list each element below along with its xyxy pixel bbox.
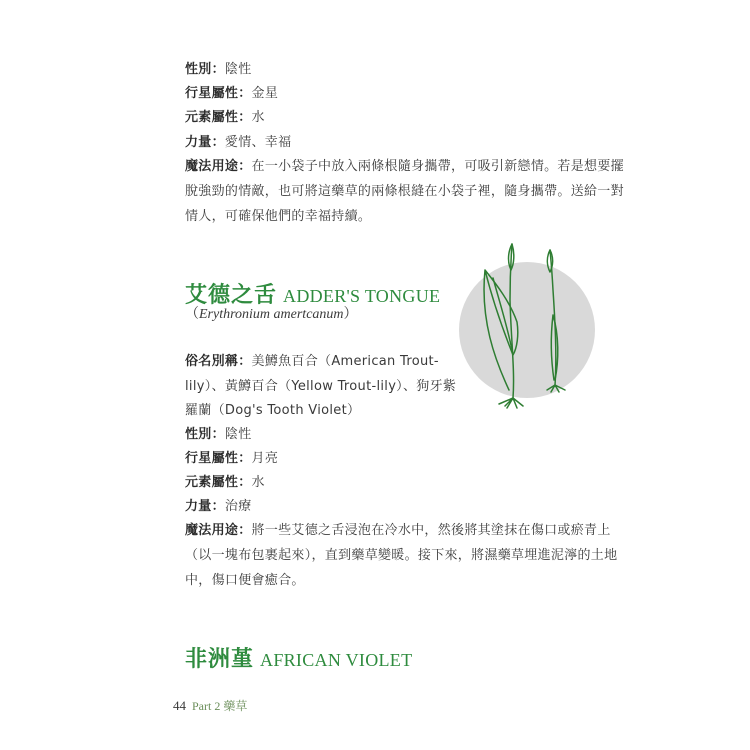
entry1-magical-uses: 魔法用途：在一小袋子中放入兩條根隨身攜帶，可吸引新戀情。若是想要擺	[185, 159, 624, 174]
entry2-gender: 性別：陰性	[185, 427, 252, 442]
entry2-common-names-line3: 羅蘭（Dog's Tooth Violet）	[185, 403, 361, 418]
entry2-scientific-name: （Erythronium amertcanum）	[185, 307, 358, 322]
entry2-magical-uses-line2: （以一塊布包裹起來），直到藥草變暖。接下來，將濕藥草埋進泥濘的土地	[185, 548, 618, 563]
entry3-title	[185, 642, 412, 673]
entry1-magical-uses-line2: 脫強勁的情敵，也可將這藥草的兩條根縫在小袋子裡，隨身攜帶。送給一對	[185, 184, 624, 199]
entry1-gender: 性別：陰性	[185, 62, 252, 77]
entry2-title-en: ADDER'S TONGUE	[283, 286, 441, 306]
entry1-magical-uses-line3: 情人，可確保他們的幸福持續。	[185, 209, 372, 224]
page-footer	[173, 697, 247, 714]
entry2-common-names-line2: lily）、黃鱒百合（Yellow Trout-lily）、狗牙紫	[185, 379, 457, 394]
entry1-element: 元素屬性：水	[185, 110, 265, 125]
entry2-powers: 力量：治療	[185, 499, 252, 514]
entry2-magical-uses: 魔法用途：將一些艾德之舌浸泡在冷水中，然後將其塗抹在傷口或瘀青上	[185, 523, 611, 538]
entry3-title-en: AFRICAN VIOLET	[260, 650, 413, 670]
entry3-title-zh: 非洲堇	[185, 646, 255, 672]
part-label: Part 2 藥草	[192, 699, 248, 713]
adders-tongue-illustration	[455, 240, 605, 410]
entry1-planet: 行星屬性：金星	[185, 86, 279, 101]
entry1-powers: 力量：愛情、幸福	[185, 135, 292, 150]
illustration-circle	[459, 262, 595, 398]
page-number: 44	[173, 698, 186, 713]
entry2-common-names: 俗名別稱：美鱒魚百合（American Trout-	[185, 354, 439, 369]
entry2-element: 元素屬性：水	[185, 475, 265, 490]
entry2-planet: 行星屬性：月亮	[185, 451, 279, 466]
entry2-magical-uses-line3: 中，傷口便會癒合。	[185, 573, 305, 588]
entry2-title-zh: 艾德之舌	[185, 282, 278, 308]
left-plant-roots	[499, 398, 523, 408]
